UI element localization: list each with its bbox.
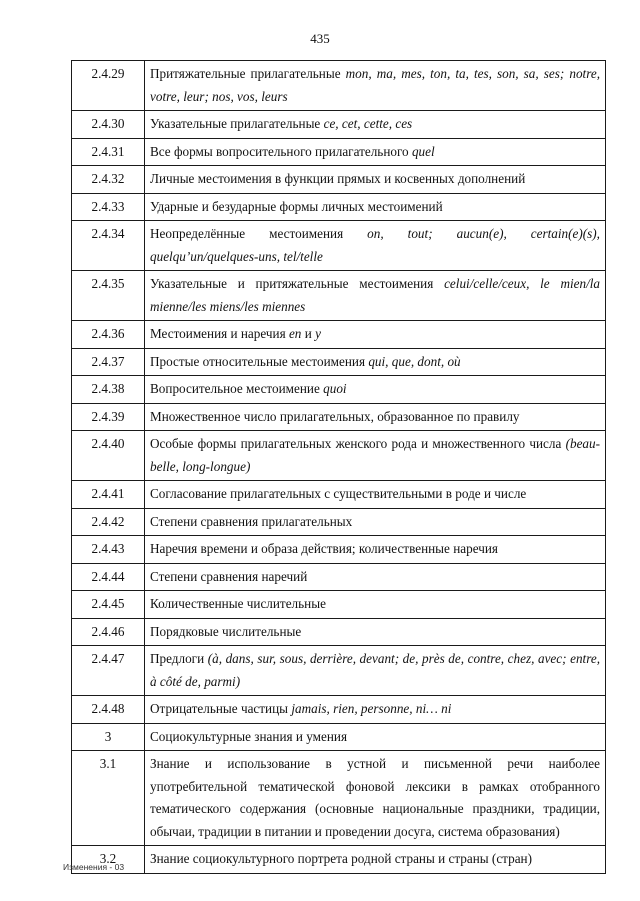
content-table-body (72, 61, 606, 874)
footer-revision: Изменения - 03 (63, 862, 125, 872)
page-number: 435 (310, 31, 330, 46)
row-number: 2.4.44 (72, 563, 145, 591)
row-number: 3 (72, 723, 145, 751)
row-text: Ударные и безударные формы личных местоимений (145, 193, 606, 221)
row-text: Указательные и притяжательные местоимения celui/celle/ceux, le mien/la mienne/les miens/les miennes (145, 271, 606, 321)
row-text: Знание и использование в устной и письменной речи наиболее употребительной тематической фоновой лексики в рамках отобранного тематического содержания (основные национальные праздники, традиции, обычаи, традиции в питании и проведении досуга, система образования) (145, 751, 606, 846)
table-row (72, 321, 606, 349)
table-row (72, 61, 606, 111)
row-text: Вопросительное местоимение quoi (145, 376, 606, 404)
row-number: 2.4.31 (72, 138, 145, 166)
table-row (72, 193, 606, 221)
row-text: Указательные прилагательные ce, cet, cette, ces (145, 111, 606, 139)
row-text: Простые относительные местоимения qui, que, dont, où (145, 348, 606, 376)
row-number: 2.4.30 (72, 111, 145, 139)
row-text: Порядковые числительные (145, 618, 606, 646)
row-text: Степени сравнения прилагательных (145, 508, 606, 536)
row-number: 2.4.42 (72, 508, 145, 536)
row-number: 2.4.47 (72, 646, 145, 696)
row-text: Наречия времени и образа действия; количественные наречия (145, 536, 606, 564)
row-text: Неопределённые местоимения on, tout; aucun(e), certain(e)(s), quelqu’un/quelques-uns, tel/telle (145, 221, 606, 271)
table-row (72, 481, 606, 509)
row-number: 2.4.41 (72, 481, 145, 509)
row-number: 3.2 (72, 846, 145, 874)
row-number: 2.4.29 (72, 61, 145, 111)
table-row (72, 536, 606, 564)
row-text: Личные местоимения в функции прямых и косвенных дополнений (145, 166, 606, 194)
row-number: 2.4.37 (72, 348, 145, 376)
table-row (72, 348, 606, 376)
row-text: Предлоги (à, dans, sur, sous, derrière, devant; de, près de, contre, chez, avec; entre, à côté de, parmi) (145, 646, 606, 696)
row-number: 2.4.48 (72, 696, 145, 724)
table-row (72, 751, 606, 846)
row-text: Степени сравнения наречий (145, 563, 606, 591)
table-row (72, 138, 606, 166)
table-row (72, 376, 606, 404)
row-text: Притяжательные прилагательные mon, ma, mes, ton, ta, tes, son, sa, ses; notre, votre, leur; nos, vos, leurs (145, 61, 606, 111)
content-table (71, 60, 606, 874)
table-row (72, 846, 606, 874)
row-number: 2.4.40 (72, 431, 145, 481)
row-number: 2.4.36 (72, 321, 145, 349)
row-text: Знание социокультурного портрета родной страны и страны (стран) (145, 846, 606, 874)
table-row (72, 111, 606, 139)
row-number: 3.1 (72, 751, 145, 846)
row-number: 2.4.43 (72, 536, 145, 564)
table-row (72, 618, 606, 646)
row-text: Согласование прилагательных с существительными в роде и числе (145, 481, 606, 509)
table-row (72, 403, 606, 431)
row-number: 2.4.33 (72, 193, 145, 221)
row-text: Все формы вопросительного прилагательного quel (145, 138, 606, 166)
table-row (72, 646, 606, 696)
row-text: Количественные числительные (145, 591, 606, 619)
table-row (72, 431, 606, 481)
row-number: 2.4.35 (72, 271, 145, 321)
row-number: 2.4.46 (72, 618, 145, 646)
row-number: 2.4.45 (72, 591, 145, 619)
table-row (72, 508, 606, 536)
table-row (72, 696, 606, 724)
table-row (72, 221, 606, 271)
table-row (72, 271, 606, 321)
row-number: 2.4.38 (72, 376, 145, 404)
row-text: Множественное число прилагательных, образованное по правилу (145, 403, 606, 431)
row-number: 2.4.34 (72, 221, 145, 271)
row-text: Отрицательные частицы jamais, rien, personne, ni… ni (145, 696, 606, 724)
table-row (72, 166, 606, 194)
row-text: Социокультурные знания и умения (145, 723, 606, 751)
table-row (72, 723, 606, 751)
row-text: Местоимения и наречия en и y (145, 321, 606, 349)
row-text: Особые формы прилагательных женского рода и множественного числа (beau-belle, long-longue) (145, 431, 606, 481)
table-row (72, 563, 606, 591)
row-number: 2.4.32 (72, 166, 145, 194)
table-row (72, 591, 606, 619)
row-number: 2.4.39 (72, 403, 145, 431)
